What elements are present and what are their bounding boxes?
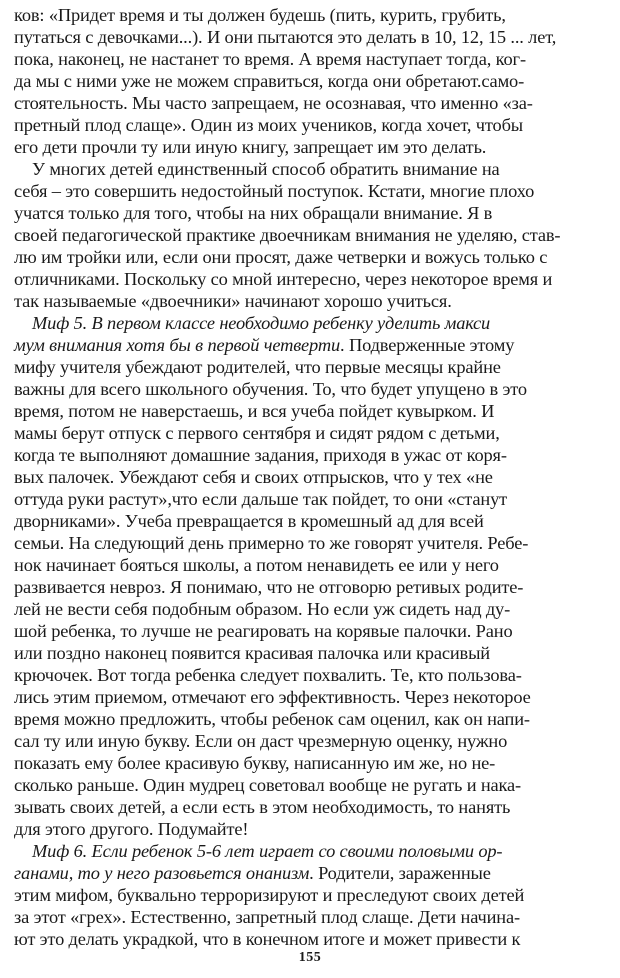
text-line: У многих детей единственный способ обратить внимание на bbox=[32, 159, 500, 179]
page-number: 155 bbox=[298, 950, 322, 965]
text-line: шой ребенка, то лучше не реагировать на корявые палочки. Рано bbox=[14, 621, 513, 641]
text-line: лю им тройки или, если они просят, даже четверки и вожусь только с bbox=[14, 247, 548, 267]
text-line: для этого другого. Подумайте! bbox=[14, 819, 249, 839]
text-line bbox=[14, 312, 608, 334]
text-line: претный плод слаще». Один из моих учеников, когда хочет, чтобы bbox=[14, 115, 524, 135]
text-line: важны для всего школьного обучения. То, что будет упущено в это bbox=[14, 379, 527, 399]
text-line: пока, наконец, не настанет то время. А время наступает тогда, ког- bbox=[14, 49, 526, 69]
text-line: так называемые «двоечники» начинают хорошо учиться. bbox=[14, 291, 452, 311]
text-line: лись этим приемом, отмечают его эффективность. Через некоторое bbox=[14, 687, 531, 707]
text-line: развивается невроз. Я понимаю, что не отговорю ретивых родите- bbox=[14, 577, 524, 597]
italic-heading-text: мум внимания хотя бы в первой четверти bbox=[14, 335, 341, 355]
text-line: учатся только для того, чтобы на них обращали внимание. Я в bbox=[14, 203, 493, 223]
italic-heading-text: Миф 6. Если ребенок 5-6 лет играет со своими половыми ор- bbox=[32, 841, 503, 861]
text-line: ков: «Придет время и ты должен будешь (пить, курить, грубить, bbox=[14, 5, 506, 25]
italic-heading-text: ганами, то у него разовьется онанизм bbox=[14, 863, 310, 883]
text-line: дворниками». Учеба превращается в кромешный ад для всей bbox=[14, 511, 484, 531]
text-line: время, потом не наверстаешь, и вся учеба пойдет кувырком. И bbox=[14, 401, 495, 421]
text-line: лей не вести себя подобным образом. Но если уж сидеть над ду- bbox=[14, 599, 511, 619]
text-line: своей педагогической практике двоечникам внимания не уделяю, став- bbox=[14, 225, 561, 245]
text-line: стоятельность. Мы часто запрещаем, не осознавая, что именно «за- bbox=[14, 93, 533, 113]
text-line: его дети прочли ту или иную книгу, запрещает им это делать. bbox=[14, 137, 487, 157]
text-line: вых палочек. Убеждают себя и своих отпрысков, что у тех «не bbox=[14, 467, 493, 487]
text-line: мамы берут отпуск с первого сентября и сидят рядом с детьми, bbox=[14, 423, 500, 443]
text-line bbox=[14, 840, 608, 862]
text-line: ют это делать украдкой, что в конечном итоге и может привести к bbox=[14, 929, 521, 949]
text-line: сколько раньше. Один мудрец советовал вообще не ругать и нака- bbox=[14, 775, 522, 795]
text-line: этим мифом, буквально терроризируют и преследуют своих детей bbox=[14, 885, 525, 905]
text-line: зывать своих детей, а если есть в этом необходимость, то нанять bbox=[14, 797, 511, 817]
text-line bbox=[14, 862, 608, 884]
text-line: семьи. На следующий день примерно то же говорят учителя. Ребе- bbox=[14, 533, 529, 553]
text-line: оттуда руки растут»,что если дальше так пойдет, то они «станут bbox=[14, 489, 508, 509]
text-line: себя – это совершить недостойный поступок. Кстати, многие плохо bbox=[14, 181, 535, 201]
text-continuation: . Подверженные этому bbox=[340, 335, 515, 355]
text-line: отличниками. Поскольку со мной интересно, через некоторое время и bbox=[14, 269, 553, 289]
text-line bbox=[14, 334, 608, 356]
text-line: сал ту или иную букву. Если он даст чрезмерную оценку, нужно bbox=[14, 731, 508, 751]
text-line: за этот «грех». Естественно, запретный плод слаще. Дети начина- bbox=[14, 907, 520, 927]
text-line: показать ему более красивую букву, написанную им же, но не- bbox=[14, 753, 496, 773]
text-continuation: . Родители, зараженные bbox=[309, 863, 491, 883]
text-line: да мы с ними уже не можем справиться, когда они обретают.само- bbox=[14, 71, 525, 91]
text-line: путаться с девочками...). И они пытаются это делать в 10, 12, 15 ... лет, bbox=[14, 27, 557, 47]
book-page-text bbox=[14, 4, 608, 950]
text-line: нок начинает бояться школы, а потом ненавидеть ее или у него bbox=[14, 555, 499, 575]
text-line: время можно предложить, чтобы ребенок сам оценил, как он напи- bbox=[14, 709, 530, 729]
text-line: когда те выполняют домашние задания, приходя в ужас от коря- bbox=[14, 445, 507, 465]
italic-heading-text: Миф 5. В первом классе необходимо ребенку уделить макси bbox=[32, 313, 491, 333]
text-line: крючочек. Вот тогда ребенка следует похвалить. Те, кто пользова- bbox=[14, 665, 522, 685]
text-line: или поздно наконец появится красивая палочка или красивый bbox=[14, 643, 490, 663]
text-line: мифу учителя убеждают родителей, что первые месяцы крайне bbox=[14, 357, 501, 377]
